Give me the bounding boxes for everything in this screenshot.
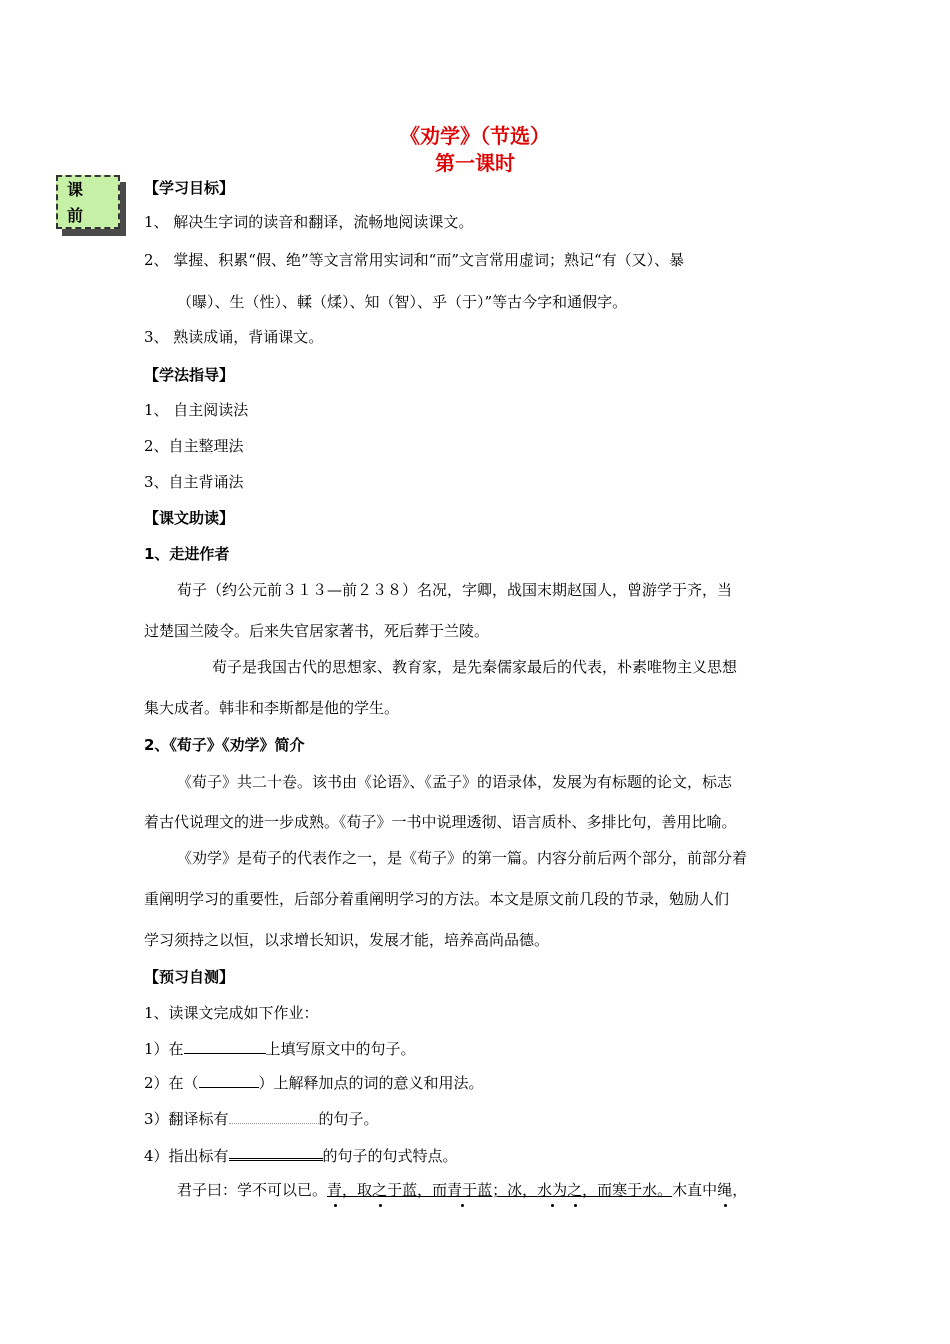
book-line-5: 学习须持之以恒，以求增长知识，发展才能，培养高尚品德。	[144, 931, 550, 949]
dotted-word-zhi-2: 之	[567, 1181, 583, 1199]
author-line-2: 过楚国兰陵令。后来失官居家著书，死后葬于兰陵。	[144, 622, 490, 640]
task-3-text-a: 3）翻译标有	[144, 1110, 229, 1128]
wavy-line-sample	[229, 1109, 319, 1124]
book-line-2: 着古代说理文的进一步成熟。《荀子》一书中说理透彻、语言质朴、多排比句，善用比喻。	[144, 813, 737, 831]
author-line-3: 荀子是我国古代的思想家、教育家，是先秦儒家最后的代表，朴素唯物主义思想	[212, 658, 738, 676]
task-2	[144, 1073, 484, 1093]
test-header: 【预习自测】	[144, 968, 235, 986]
dotted-word-qing-2: 青于	[447, 1181, 478, 1199]
task-2-text-b: ）上解释加点的词的意义和用法。	[258, 1074, 484, 1092]
text-seg-6: 蓝；冰，	[477, 1181, 538, 1199]
task-3	[144, 1109, 379, 1129]
underlined-sentence	[327, 1181, 672, 1199]
goal-item-2-cont: （曝）、生（性）、輮（煣）、知（智）、乎（于）”等古今字和通假字。	[177, 293, 628, 311]
test-intro: 1、读课文完成如下作业：	[144, 1004, 319, 1022]
text-seg-4: 于蓝，而	[387, 1181, 448, 1199]
goal-item-3: 3、 熟读成诵，背诵课文。	[144, 328, 324, 346]
goals-header: 【学习目标】	[144, 179, 235, 197]
goal-item-2: 2、 掌握、积累“假、绝”等文言常用实词和“而”文言常用虚词；熟记“有（又）、暴	[144, 251, 685, 269]
method-item-1: 1、 自主阅读法	[144, 401, 249, 419]
text-seg-9: ，而	[582, 1181, 613, 1199]
book-line-4: 重阐明学习的重要性，后部分着重阐明学习的方法。本文是原文前几段的节录，勉励人们	[144, 890, 730, 908]
badge-line-2: 前	[67, 206, 84, 225]
page-title: 《劝学》（节选）	[400, 124, 550, 148]
method-header: 【学法指导】	[144, 366, 235, 384]
book-header: 2、《荀子》《劝学》简介	[144, 736, 305, 754]
badge-line-1: 课	[67, 180, 84, 199]
paren-blank-sample	[199, 1073, 259, 1088]
text-tail-c: ，	[732, 1181, 748, 1199]
task-3-text-b: 的句子。	[318, 1110, 379, 1128]
task-4-text-b: 的句子的句式特点。	[322, 1147, 458, 1165]
book-line-3: 《劝学》是荀子的代表作之一，是《荀子》的第一篇。内容分前后两个部分，前部分着	[177, 849, 748, 867]
task-4-text-a: 4）指出标有	[144, 1147, 229, 1165]
text-lead: 君子曰：学不可以已。	[177, 1181, 328, 1199]
fill-blank-sample	[184, 1039, 266, 1054]
classical-text-line-1	[177, 1180, 747, 1200]
goal-item-1: 1、 解决生字词的读音和翻译，流畅地阅读课文。	[144, 213, 474, 231]
text-tail-a: 木直中	[672, 1181, 718, 1199]
dotted-word-qing: 青	[327, 1181, 343, 1199]
task-4	[144, 1144, 458, 1166]
page-subtitle: 第一课时	[435, 151, 515, 175]
reading-header: 【课文助读】	[144, 509, 235, 527]
book-line-1: 《荀子》共二十卷。该书由《论语》、《孟子》的语录体，发展为有标题的论文，标志	[177, 773, 733, 791]
author-line-1: 荀子（约公元前３１３—前２３８）名况，字卿，战国末期赵国人，曾游学于齐，当	[177, 581, 733, 599]
task-1-text-a: 1）在	[144, 1040, 184, 1058]
double-line-sample	[229, 1144, 323, 1161]
dotted-word-sheng: 绳	[717, 1181, 733, 1199]
task-1-text-b: 上填写原文中的句子。	[265, 1040, 416, 1058]
method-item-3: 3、自主背诵法	[144, 473, 244, 491]
section-badge	[56, 175, 120, 229]
text-seg-10: 寒于水。	[612, 1181, 673, 1199]
text-seg-2: ，取	[342, 1181, 373, 1199]
dotted-word-zhi: 之	[372, 1181, 388, 1199]
task-2-text-a: 2）在（	[144, 1074, 199, 1092]
dotted-word-wei: 水为	[537, 1181, 568, 1199]
task-1	[144, 1039, 416, 1059]
method-item-2: 2、自主整理法	[144, 437, 244, 455]
author-line-4: 集大成者。韩非和李斯都是他的学生。	[144, 699, 400, 717]
author-header: 1、走进作者	[144, 545, 230, 563]
